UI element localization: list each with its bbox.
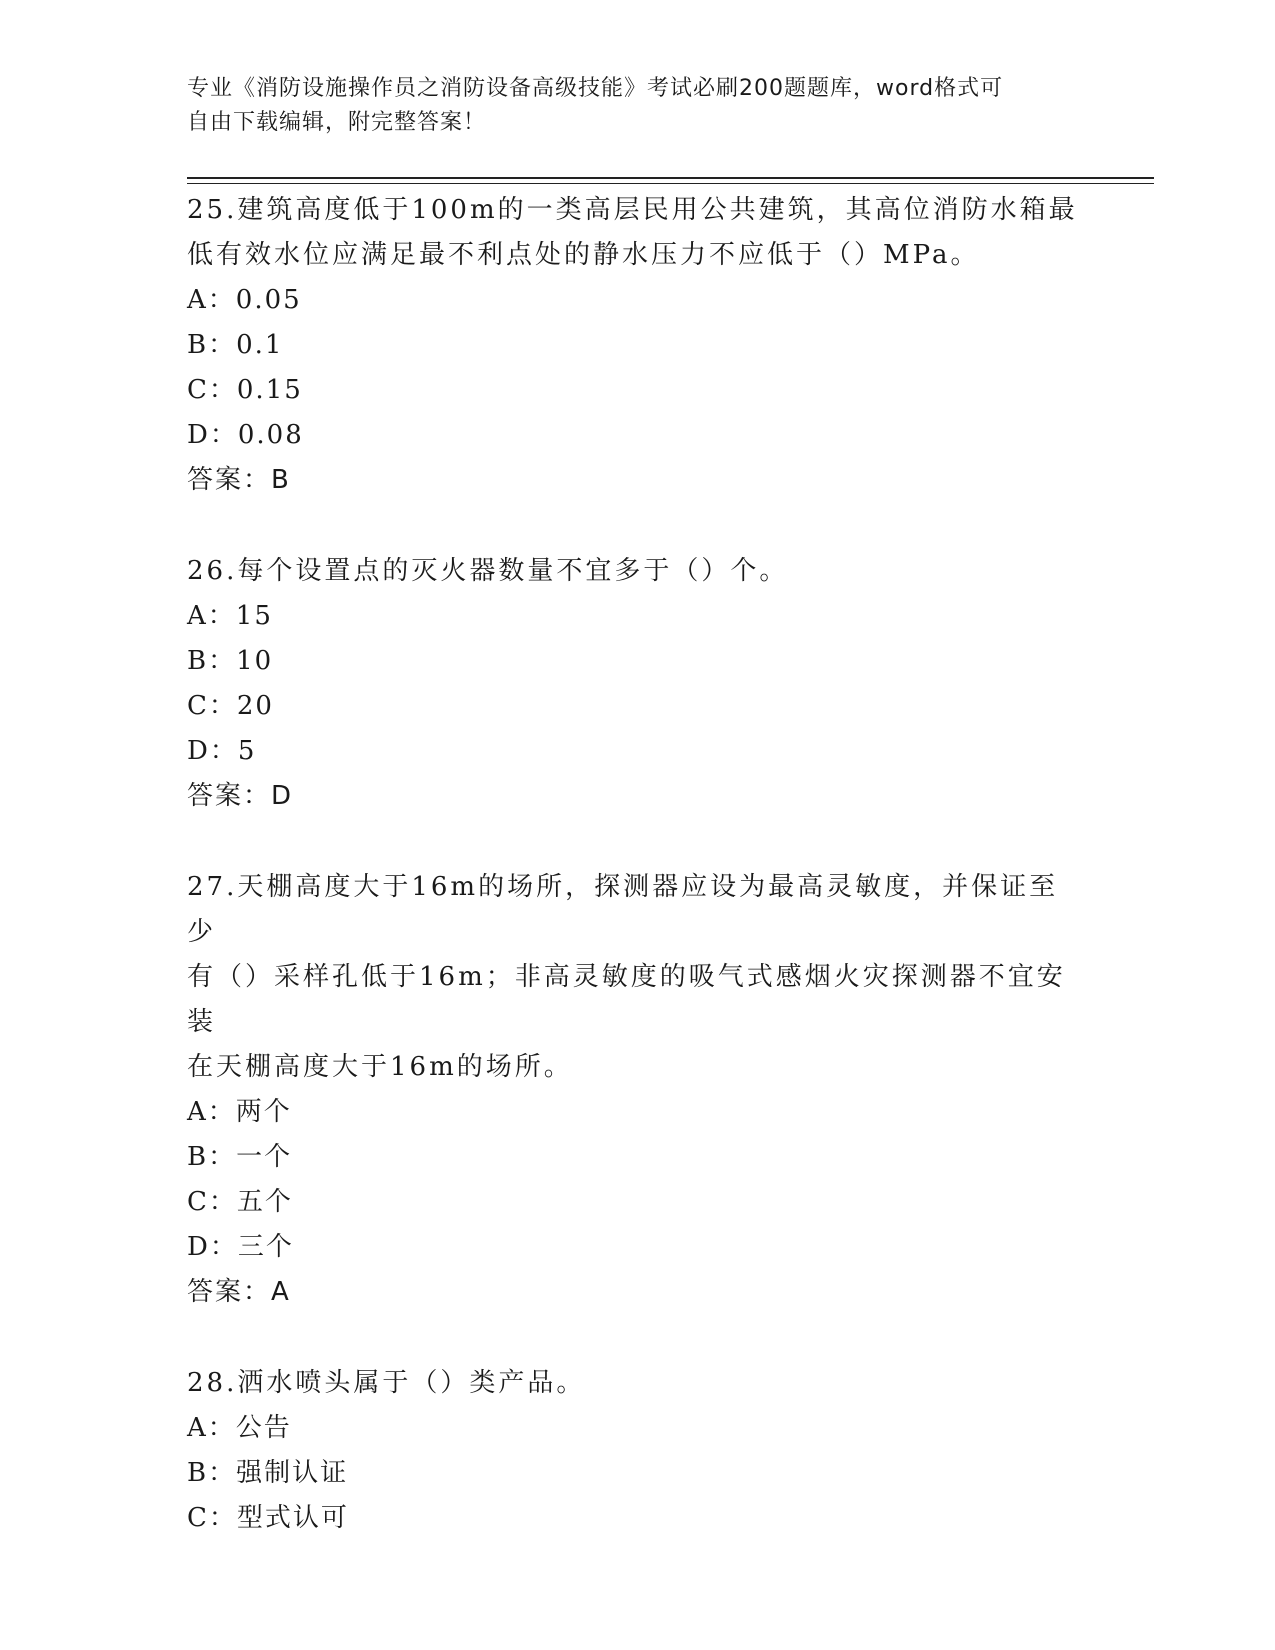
option-b: B：10 [187,646,274,676]
option-c: C：0.15 [187,375,303,405]
answer-line [187,458,1087,503]
option-b: B：强制认证 [187,1458,349,1488]
question-stem-line: 25.建筑高度低于100m的一类高层民用公共建筑，其高位消防水箱最 [187,195,1078,225]
option-a: A：15 [187,601,273,631]
question-stem-line: 有（）采样孔低于16m；非高灵敏度的吸气式感烟火灾探测器不宜安装 [187,962,1066,1037]
option-a: A：0.05 [187,285,302,315]
answer-label: 答案： [187,1277,272,1307]
option-b: B：0.1 [187,330,284,360]
option-a: A：公告 [187,1413,292,1443]
question-28 [187,1361,1087,1541]
answer-value: B [271,465,290,495]
question-list [187,188,1087,1541]
option-c: C：型式认可 [187,1503,349,1533]
question-26 [187,549,1087,819]
header-line-1: 专业《消防设施操作员之消防设备高级技能》考试必刷200题题库，word格式可 [187,76,1004,101]
document-header [187,72,1087,140]
answer-value: D [271,781,293,811]
answer-label: 答案： [187,465,272,495]
option-d: D：0.08 [187,420,304,450]
option-a: A：两个 [187,1097,292,1127]
question-stem-line: 低有效水位应满足最不利点处的静水压力不应低于（）MPa。 [187,240,980,270]
option-c: C：20 [187,691,274,721]
header-divider-thick [187,177,1154,179]
option-d: D：三个 [187,1232,294,1262]
header-divider-thin [187,183,1154,184]
answer-value: A [271,1277,290,1307]
option-c: C：五个 [187,1187,293,1217]
question-stem-line: 在天棚高度大于16m的场所。 [187,1052,573,1082]
question-27 [187,865,1087,1315]
option-d: D：5 [187,736,257,766]
answer-line [187,1270,1087,1315]
question-stem-line: 28.洒水喷头属于（）类产品。 [187,1368,586,1398]
answer-label: 答案： [187,781,272,811]
question-25 [187,188,1087,503]
header-line-2: 自由下载编辑，附完整答案！ [187,110,487,135]
question-stem-line: 26.每个设置点的灭火器数量不宜多于（）个。 [187,556,789,586]
answer-line [187,774,1087,819]
question-stem-line: 27.天棚高度大于16m的场所，探测器应设为最高灵敏度，并保证至少 [187,872,1059,947]
option-b: B：一个 [187,1142,293,1172]
